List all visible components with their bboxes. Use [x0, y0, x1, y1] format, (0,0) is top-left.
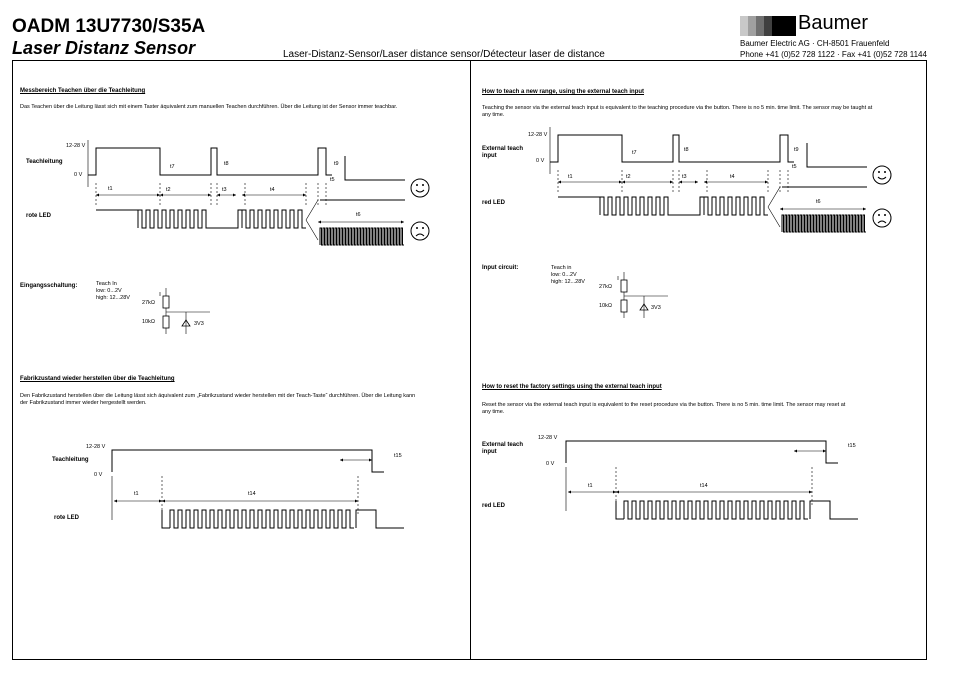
timing-t3: t3 [222, 187, 227, 193]
right-reset-text-2: any time. [482, 409, 505, 415]
right-timing-reset-t1: t1 [588, 483, 593, 489]
right-reset-v-low: 0 V [546, 461, 555, 467]
right-timing-t1: t1 [568, 174, 573, 180]
right-teach-led-label: red LED [482, 200, 506, 206]
right-reset-text-1: Reset the sensor via the external teach input is equivalent to the reset procedure via the button. There is no 5 min. time limit. The sensor may reset at [482, 402, 846, 408]
right-timing-reset-t15: t15 [848, 443, 856, 449]
right-timing-t8: t8 [684, 147, 689, 153]
left-reset-led-label: rote LED [54, 515, 80, 521]
left-teach-v-low: 0 V [74, 172, 83, 178]
timing-t6: t6 [356, 212, 361, 218]
brand-name: Baumer [798, 12, 869, 34]
right-timing-t3: t3 [682, 174, 687, 180]
left-circuit-teach-in: Teach In [96, 281, 117, 287]
timing-reset-t1: t1 [134, 491, 139, 497]
timing-t8: t8 [224, 161, 229, 167]
document-title: OADM 13U7730/S35A [12, 16, 206, 37]
right-reset-signal-label-2: input [482, 449, 497, 455]
document-subtitle: Laser Distanz Sensor [12, 38, 196, 58]
left-circuit-r2: 10kΩ [142, 319, 155, 325]
right-circuit-r2: 10kΩ [599, 303, 612, 309]
right-circuit-high: high: 12...28V [551, 279, 585, 285]
right-circuit-r1: 27kΩ [599, 284, 612, 290]
timing-t7: t7 [170, 164, 175, 170]
right-reset-signal-label-1: External teach [482, 442, 524, 448]
left-reset-text-1: Den Fabrikzustand herstellen über die Leitung lässt sich äquivalent zum „Fabrikzustand wieder herstellen mit der Teach-Taste“ durchführen. Über die Leitung kann [20, 393, 416, 399]
company-address [740, 38, 927, 60]
left-circuit-r1: 27kΩ [142, 300, 155, 306]
right-teach-signal-label-2: input [482, 153, 497, 159]
address-line-1: Baumer Electric AG · CH-8501 Frauenfeld [740, 39, 890, 48]
right-teach-v-high: 12-28 V [528, 132, 548, 138]
right-teach-heading: How to teach a new range, using the external teach input [482, 89, 645, 95]
left-reset-heading: Fabrikzustand wieder herstellen über die Teachleitung [20, 376, 175, 382]
address-line-2: Phone +41 (0)52 728 1122 · Fax +41 (0)52 728 1144 [740, 50, 927, 59]
product-description: Laser-Distanz-Sensor/Laser distance sensor/Détecteur laser de distance [283, 49, 605, 60]
timing-t5: t5 [330, 177, 335, 183]
timing-t2: t2 [166, 187, 171, 193]
right-timing-t9: t9 [794, 147, 799, 153]
right-circuit-low: low: 0...2V [551, 272, 577, 278]
right-timing-t6: t6 [816, 199, 821, 205]
left-reset-v-high: 12-28 V [86, 444, 106, 450]
right-reset-led-label: red LED [482, 503, 506, 509]
left-teach-text: Das Teachen über die Leitung lässt sich mit einem Taster äquivalent zum manuellen Teachen durchführen. Über die Leitung ist der Sensor immer teachbar. [20, 104, 398, 110]
right-timing-t4: t4 [730, 174, 735, 180]
right-timing-t7: t7 [632, 150, 637, 156]
timing-t1: t1 [108, 186, 113, 192]
left-teach-v-high: 12-28 V [66, 143, 86, 149]
left-teach-heading: Messbereich Teachen über die Teachleitung [20, 88, 146, 94]
left-reset-v-low: 0 V [94, 472, 103, 478]
right-circuit-label: Input circuit: [482, 265, 519, 271]
timing-t9: t9 [334, 161, 339, 167]
right-teach-signal-label-1: External teach [482, 146, 524, 152]
right-reset-heading: How to reset the factory settings using the external teach input [482, 384, 662, 390]
left-circuit-low: low: 0...2V [96, 288, 122, 294]
right-reset-v-high: 12-28 V [538, 435, 558, 441]
column-divider [470, 60, 471, 660]
left-teach-signal-label: Teachleitung [26, 159, 63, 165]
right-teach-text-2: any time. [482, 112, 505, 118]
left-circuit-label: Eingangsschaltung: [20, 283, 78, 289]
left-circuit-zener: 3V3 [194, 321, 204, 327]
left-reset-text-2: der Fabrikzustand immer wieder hergestellt werden. [20, 400, 147, 406]
right-circuit-teach-in: Teach in [551, 265, 572, 271]
right-timing-t2: t2 [626, 174, 631, 180]
timing-reset-t15: t15 [394, 453, 402, 459]
right-timing-t5: t5 [792, 164, 797, 170]
left-reset-signal-label: Teachleitung [52, 457, 89, 463]
left-teach-led-label: rote LED [26, 213, 52, 219]
right-teach-text-1: Teaching the sensor via the external teach input is equivalent to the teaching procedure via the button. There is no 5 min. time limit. The sensor may be taught at [482, 105, 873, 111]
timing-t4: t4 [270, 187, 275, 193]
right-timing-reset-t14: t14 [700, 483, 708, 489]
right-circuit-zener: 3V3 [651, 305, 661, 311]
right-teach-v-low: 0 V [536, 158, 545, 164]
timing-reset-t14: t14 [248, 491, 256, 497]
left-circuit-high: high: 12...28V [96, 295, 130, 301]
